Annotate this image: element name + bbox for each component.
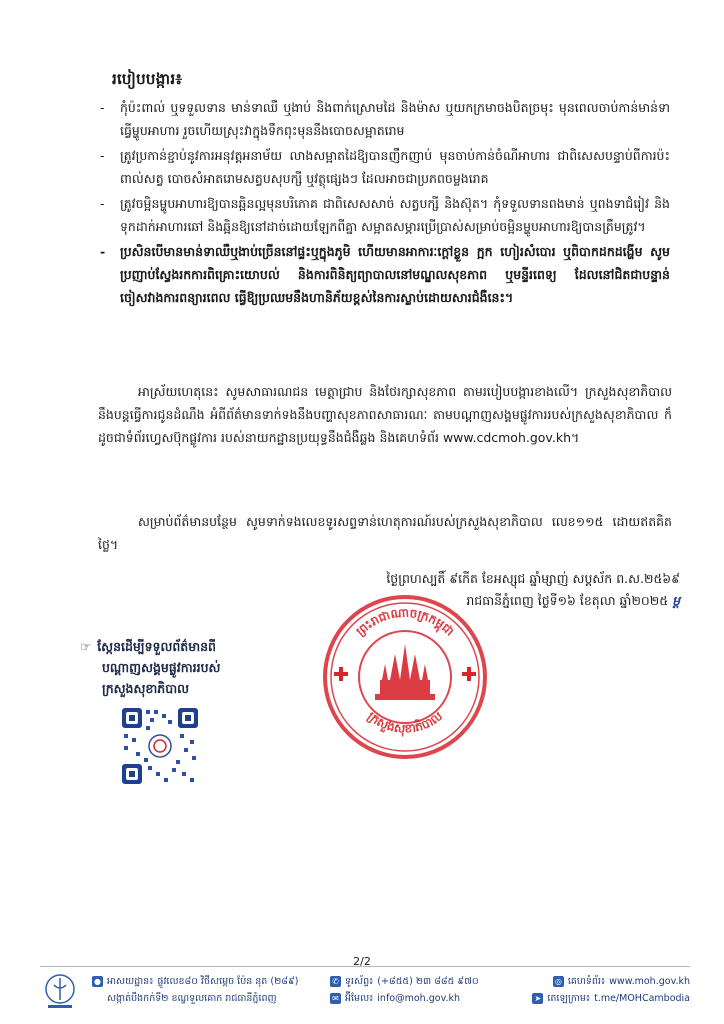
qr-code-icon[interactable] bbox=[120, 706, 200, 786]
phone-label: ទូរស័ព្ទ៖ bbox=[345, 976, 374, 987]
bullet-text: ត្រូវចម្អិនម្ហូបអាហារឱ្យបានឆ្អិនល្អមុនបរិភោគ ជាពិសេសសាច់ សត្វបក្សី និងស៊ុត។ កុំទទួលទានពងមាន់ ឬពងទាជំរៀវ និងទុកដាក់អាហារឆៅ និងឆ្អិនឱ្យនៅដាច់ដោយឡែកពីគ្នា សម្អាតសម្ភារប្រើប្រាស់សម្រាប់ចម្អិនម្ហូបអាហារឱ្យបានត្រឹមត្រូវ។ bbox=[120, 196, 670, 234]
bullet-dash: - bbox=[100, 100, 105, 115]
list-item bbox=[100, 144, 670, 190]
qr-section bbox=[80, 636, 280, 699]
prevention-list bbox=[100, 96, 670, 311]
notice-paragraph bbox=[98, 380, 672, 449]
notice-text: អាស្រ័យហេតុនេះ សូមសាធារណជន មេត្តាជ្រាប និងថែរក្សាសុខភាព តាមរបៀបបង្ការខាងលើ។ ក្រសួងសុខាភិបាលនឹងបន្តធ្វើការជូនដំណឹង អំពីព័ត៌មានទាក់ទងនឹងបញ្ហាសុខភាពសាធារណៈ តាមបណ្តាញសង្គមផ្លូវការរបស់ក្រសួងសុខាភិបាល ក៏ដូចជាទំព័រហ្វេសប៊ុកផ្លូវការ របស់នាយកដ្ឋានប្រយុទ្ធនឹងជំងឺឆ្លង និងគេហទំព័រ bbox=[98, 384, 672, 445]
bullet-dash: - bbox=[100, 196, 105, 211]
telegram-label: តេឡេក្រាម៖ bbox=[547, 993, 591, 1004]
seal-bottom-text: ក្រសួងសុខាភិបាល bbox=[364, 708, 446, 736]
telegram-icon: ➤ bbox=[532, 993, 543, 1004]
website-link[interactable]: www.moh.gov.kh bbox=[609, 976, 690, 987]
page-number: 2/2 bbox=[353, 955, 371, 968]
website-label: គេហទំព័រ៖ bbox=[567, 976, 606, 987]
qr-caption bbox=[80, 636, 280, 699]
list-item bbox=[100, 96, 670, 142]
location-icon: ● bbox=[92, 976, 103, 987]
qr-caption-line: បណ្តាញសង្គមផ្លូវការរបស់ bbox=[102, 660, 221, 675]
solar-date: រាជធានីភ្នំពេញ ថ្ងៃទី១៦ ខែតុលា ឆ្នាំ២០២៥ bbox=[466, 593, 669, 608]
ministry-logo-icon bbox=[42, 973, 78, 1013]
globe-icon: ◎ bbox=[553, 976, 564, 987]
footer-address bbox=[92, 973, 322, 1007]
list-item bbox=[100, 192, 670, 238]
bullet-dash: - bbox=[100, 244, 106, 259]
footer-web bbox=[510, 973, 690, 1007]
prevention-heading: របៀបបង្ការ៖ bbox=[112, 70, 183, 88]
email-label: អ៊ីមែល៖ bbox=[345, 993, 374, 1004]
pointing-hand-icon: ☞ bbox=[80, 639, 92, 654]
signature: ម្ដ bbox=[672, 593, 680, 608]
ministry-seal-icon bbox=[320, 592, 490, 762]
bullet-dash: - bbox=[100, 148, 105, 163]
address-label: អាសយដ្ឋាន៖ bbox=[107, 976, 154, 987]
email-link[interactable]: info@moh.gov.kh bbox=[377, 993, 460, 1004]
qr-caption-line: ក្រសួងសុខាភិបាល bbox=[102, 681, 190, 696]
phone-icon: ✆ bbox=[330, 976, 341, 987]
list-item bbox=[100, 240, 670, 309]
phone-number[interactable]: (+៨៥៥) ២៣ ៨៨៥ ៩៧០ bbox=[377, 976, 479, 987]
bullet-text: ប្រសិនបើមានមាន់ទាឈឺឬងាប់ច្រើននៅផ្ទះឬក្នុងភូមិ ហើយមានអាការៈក្តៅខ្លួន ក្អក ហៀរសំបោរ ឬពិបាកដកដង្ហើម សូមប្រញាប់ស្វែងរកការពិគ្រោះយោបល់ និងការពិនិត្យព្យាបាលនៅមណ្ឌលសុខភាព ឬមន្ទីរពេទ្យ ដែលនៅជិតជាបន្ទាន់ ចៀសវាងការពន្យារពេល ធ្វើឱ្យប្រឈមនឹងហានិភ័យខ្ពស់នៃការស្លាប់ដោយសារជំងឺនេះ។ bbox=[120, 244, 670, 305]
email-icon: ✉ bbox=[330, 993, 341, 1004]
svg-text:ក្រសួងសុខាភិបាល bbox=[364, 709, 445, 738]
bullet-text: ត្រូវប្រកាន់ខ្ជាប់នូវការអនុវត្តអនាម័យ លាងសម្អាតដៃឱ្យបានញឹកញាប់ មុនចាប់កាន់ចំណីអាហារ ជាពិសេសបន្ទាប់ពីការប៉ះពាល់សត្វ បោចសំអាតរោមសត្វបសុបក្សី ឬវត្ថុផ្សេងៗ ដែលអាចជាប្រភពចម្លងរោគ bbox=[120, 148, 670, 186]
qr-caption-line: ស្កែនដើម្បីទទួលព័ត៌មានពី bbox=[97, 639, 216, 654]
contact-paragraph bbox=[98, 510, 672, 556]
address-line: ផ្លូវលេខ៨០ វិថីសម្តេច ប៉ែន នុត (២៨៩) bbox=[157, 976, 299, 987]
seal-top-text: ព្រះរាជាណាចក្រកម្ពុជា bbox=[353, 605, 457, 639]
telegram-link[interactable]: t.me/MOHCambodia bbox=[594, 993, 690, 1004]
address-line: សង្កាត់បឹងកក់ទី២ ខណ្ឌទួលគោក រាជធានីភ្នំពេញ bbox=[107, 993, 277, 1004]
svg-text:ព្រះរាជាណាចក្រកម្ពុជា bbox=[353, 605, 457, 639]
contact-text: សម្រាប់ព័ត៌មានបន្ថែម សូមទាក់ទងលេខទូរសព្ទទាន់ហេតុការណ៍របស់ក្រសួងសុខាភិបាល លេខ១១៥ ដោយឥតគិតថ្លៃ។ bbox=[98, 514, 672, 552]
lunar-date: ថ្ងៃព្រហស្បតិ៍ ៩កើត ខែអស្សុជ ឆ្នាំម្សាញ់ សប្តស័ក ព.ស.២៥៦៩ bbox=[386, 571, 680, 586]
footer bbox=[40, 966, 690, 1019]
bullet-text: កុំប៉ះពាល់ ឬទទួលទាន មាន់ទាឈឺ ឬងាប់ និងពាក់ស្រោមដៃ និងម៉ាស ឬយកក្រមាចងបិតច្រមុះ មុនពេលចាប់កាន់មាន់ទាធ្វើម្ហូបអាហារ រួចហើយស្រុះវាក្នុងទឹកពុះមុននឹងបោចសម្អាតរោម bbox=[120, 100, 670, 138]
footer-contact bbox=[330, 973, 530, 1007]
cdc-website-link[interactable]: www.cdcmoh.gov.kh។ bbox=[442, 430, 580, 445]
